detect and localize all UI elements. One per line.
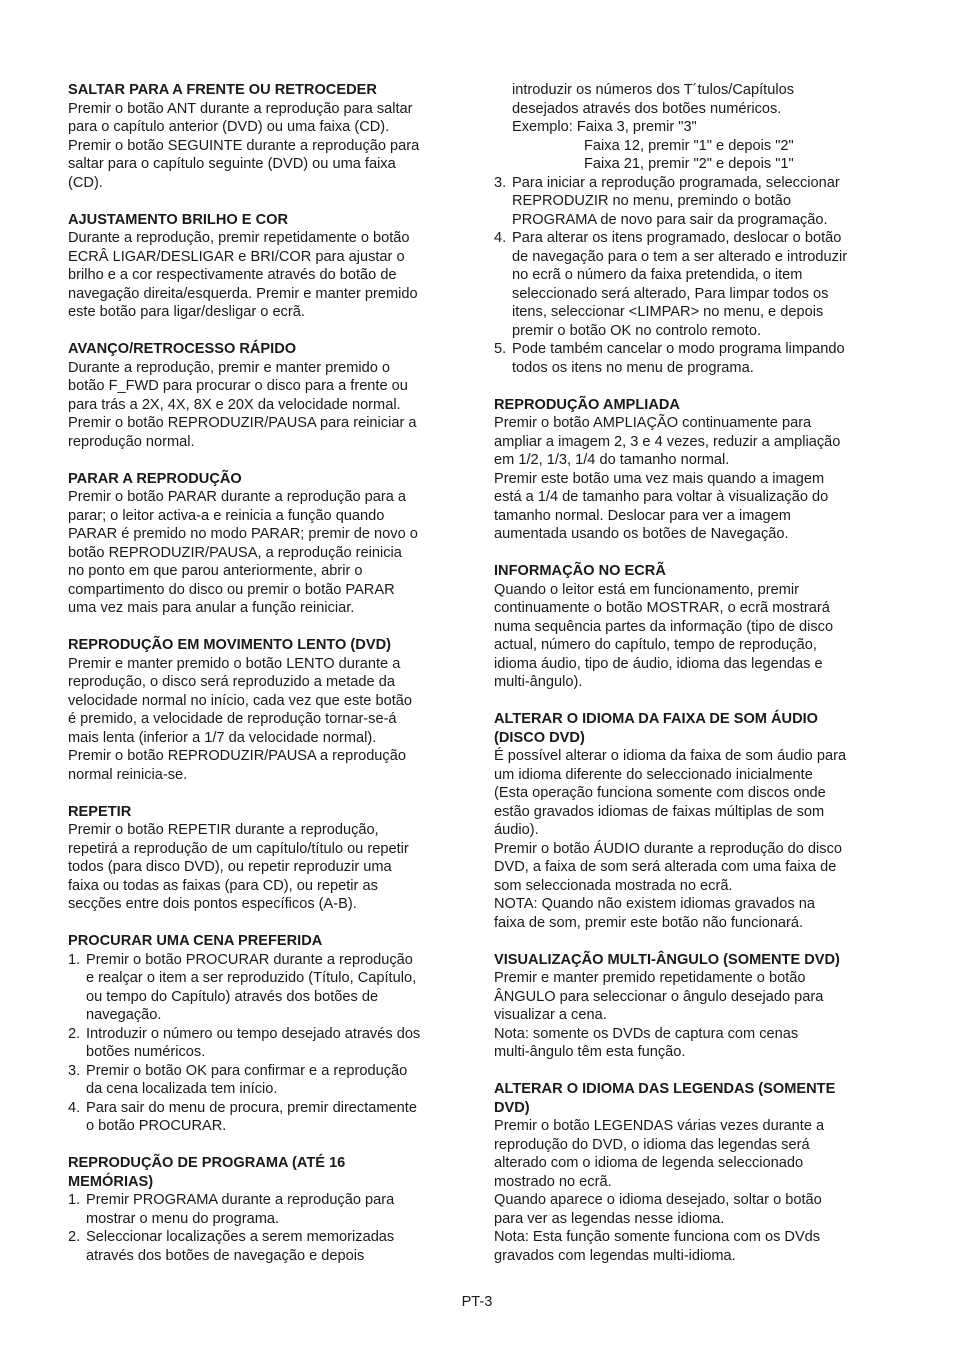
page-number: PT-3 xyxy=(461,1294,493,1310)
paragraph-line: ÂNGULO para seleccionar o ângulo desejado para xyxy=(494,988,824,1005)
list-number: 4. xyxy=(494,230,507,246)
section-skip xyxy=(68,81,460,192)
paragraph-line: ECRÂ LIGAR/DESLIGAR e BRI/COR para ajustar o xyxy=(68,248,405,265)
list-line: PROGRAMA de novo para sair da programação. xyxy=(512,211,828,228)
paragraph-line: DVD, a faixa de som será alterada com uma faixa de xyxy=(494,859,837,875)
list-item xyxy=(68,951,460,1025)
paragraph-line: aumentada usando os botões de Navegação. xyxy=(494,526,789,542)
paragraph-line: no ponto em que parou anteriormente, abrir o xyxy=(68,563,363,579)
list-number: 1. xyxy=(68,951,81,968)
list-item xyxy=(68,1025,460,1062)
section-zoom xyxy=(494,396,886,544)
list-line: REPRODUZIR no menu, premindo o botão xyxy=(512,193,792,209)
paragraph-line: faixa ou todas as faixas (para CD), ou repetir as xyxy=(68,877,378,894)
paragraph-line: Premir e manter premido repetidamente o botão xyxy=(494,970,806,986)
list-line: através dos botões de navegação e depois xyxy=(86,1247,365,1264)
section-heading: REPRODUÇÃO EM MOVIMENTO LENTO (DVD) xyxy=(68,637,391,653)
list-item xyxy=(494,229,886,340)
paragraph-line: botão REPRODUZIR/PAUSA, a reprodução reinicia xyxy=(68,544,402,561)
paragraph-line: Premir o botão REPRODUZIR/PAUSA para reiniciar a xyxy=(68,415,417,431)
section-heading: REPRODUÇÃO DE PROGRAMA (ATÉ 16 xyxy=(68,1155,346,1171)
paragraph-line: uma vez mais para anular a função reiniciar. xyxy=(68,600,355,616)
paragraph-line: áudio). xyxy=(494,822,539,838)
paragraph-line: faixa de som, premir este botão não funcionará. xyxy=(494,914,804,931)
paragraph-line: reprodução, o disco será reproduzido a metade da xyxy=(68,674,395,690)
section-fast-forward xyxy=(68,340,460,451)
list-number: 3. xyxy=(494,174,507,191)
paragraph-line: ampliar a imagem 2, 3 e 4 vezes, reduzir a ampliação xyxy=(494,433,841,450)
list-line: botões numéricos. xyxy=(86,1044,206,1060)
paragraph-line: gravados com legendas multi-idioma. xyxy=(494,1247,736,1264)
paragraph-line: compartimento do disco ou premir o botão PARAR xyxy=(68,581,395,598)
paragraph-line: idioma áudio, tipo de áudio, idioma das legendas e xyxy=(494,655,823,672)
paragraph-line: reprodução normal. xyxy=(68,433,195,450)
section-repeat xyxy=(68,803,460,914)
paragraph-line: está a 1/4 de tamanho para voltar à visualização do xyxy=(494,489,829,505)
section-multi-angle xyxy=(494,951,886,1062)
list-line: Premir o botão PROCURAR durante a reprodução xyxy=(86,951,413,968)
paragraph-line: multi-ângulo têm esta função. xyxy=(494,1044,686,1060)
paragraph-line: É possível alterar o idioma da faixa de som áudio para xyxy=(494,748,847,764)
paragraph-line: Premir o botão AMPLIAÇÃO continuamente para xyxy=(494,415,812,431)
paragraph-line: botão F_FWD para procurar o disco para a frente ou xyxy=(68,378,408,394)
paragraph-line: este botão para ligar/desligar o ecrã. xyxy=(68,304,305,320)
paragraph-line: estão gravados idiomas de faixas múltiplas de som xyxy=(494,803,825,820)
paragraph-line: mostrado no ecrã. xyxy=(494,1173,612,1190)
paragraph-line: tamanho normal. Deslocar para ver a imagem xyxy=(494,507,791,524)
paragraph-line: (Esta operação funciona somente com discos onde xyxy=(494,785,826,801)
paragraph-line: velocidade normal no início, cada vez que este botão xyxy=(68,692,412,709)
paragraph-line: Premir o botão LEGENDAS várias vezes durante a xyxy=(494,1118,825,1134)
list-line: ou tempo do Capítulo) através dos botões de xyxy=(86,988,379,1005)
list-number: 3. xyxy=(68,1062,81,1079)
list-line: premir o botão OK no controlo remoto. xyxy=(512,322,762,339)
paragraph-line: som seleccionada mostrada no ecrã. xyxy=(494,877,733,894)
paragraph-line: para o capítulo anterior (DVD) ou uma faixa (CD). xyxy=(68,119,390,135)
section-on-screen-info xyxy=(494,562,886,692)
left-column xyxy=(68,81,460,1284)
paragraph-line: alterado com o idioma de legenda seleccionado xyxy=(494,1155,804,1171)
list-number: 1. xyxy=(68,1192,81,1208)
section-search-scene xyxy=(68,932,460,1136)
list-item xyxy=(68,1099,460,1136)
paragraph-line: navegação direita/esquerda. Premir e manter premido xyxy=(68,285,418,302)
paragraph-line: Quando o leitor está em funcionamento, premir xyxy=(494,581,800,598)
example-line: Faixa 12, premir "1" e depois "2" xyxy=(584,137,794,154)
paragraph-line: para ver as legendas nesse idioma. xyxy=(494,1210,725,1227)
list-number: 5. xyxy=(494,341,507,357)
paragraph-line: Premir o botão PARAR durante a reprodução para a xyxy=(68,489,407,505)
section-heading: SALTAR PARA A FRENTE OU RETROCEDER xyxy=(68,82,377,98)
list-line: Para sair do menu de procura, premir directamente xyxy=(86,1099,417,1116)
paragraph-line: actual, número do capítulo, tempo de reprodução, xyxy=(494,637,817,653)
paragraph-line: introduzir os números dos T´tulos/Capítulos xyxy=(512,82,795,98)
list-line: da cena localizada tem início. xyxy=(86,1081,278,1097)
section-subtitle-language xyxy=(494,1080,886,1265)
paragraph-line: Quando aparece o idioma desejado, soltar o botão xyxy=(494,1192,822,1208)
list-line: no ecrã o número da faixa pretendida, o item xyxy=(512,267,803,283)
list-line: todos os itens no menu de programa. xyxy=(512,359,754,376)
right-column xyxy=(494,81,886,1284)
paragraph-line: saltar para o capítulo seguinte (DVD) ou uma faixa xyxy=(68,156,396,172)
paragraph-line: Nota: somente os DVDs de captura com cenas xyxy=(494,1025,799,1042)
example-line: Exemplo: Faixa 3, premir "3" xyxy=(512,119,697,135)
section-heading: REPETIR xyxy=(68,803,132,820)
section-heading: REPRODUÇÃO AMPLIADA xyxy=(494,396,680,413)
paragraph-line: Durante a reprodução, premir e manter premido o xyxy=(68,359,391,376)
list-item xyxy=(68,1228,460,1265)
list-line: itens, seleccionar <LIMPAR> no menu, e depois xyxy=(512,304,824,320)
paragraph-line: reprodução do DVD, o idioma das legendas será xyxy=(494,1136,810,1153)
section-audio-language xyxy=(494,710,886,932)
paragraph-line: numa sequência partes da informação (tipo de disco xyxy=(494,618,834,635)
list-line: Seleccionar localizações a serem memorizadas xyxy=(86,1229,395,1245)
section-heading: ALTERAR O IDIOMA DA FAIXA DE SOM ÁUDIO xyxy=(494,711,819,727)
paragraph-line: PARAR é premido no modo PARAR; premir de novo o xyxy=(68,526,418,542)
paragraph-line: um idioma diferente do seleccionado inicialmente xyxy=(494,766,813,783)
paragraph-line: normal reinicia-se. xyxy=(68,766,188,783)
section-heading: AVANÇO/RETROCESSO RÁPIDO xyxy=(68,341,297,357)
paragraph-line: NOTA: Quando não existem idiomas gravados na xyxy=(494,896,815,912)
paragraph-line: mais lenta (inferior a 1/7 da velocidade normal). xyxy=(68,729,377,746)
section-program-continued xyxy=(494,81,886,377)
list-line: de navegação para o tem a ser alterado e introduzir xyxy=(512,248,848,265)
paragraph-line: (CD). xyxy=(68,174,103,191)
paragraph-line: Premir o botão REPETIR durante a reprodução, xyxy=(68,822,379,838)
paragraph-line: Premir o botão ÁUDIO durante a reprodução do disco xyxy=(494,840,843,857)
list-item xyxy=(68,1191,460,1228)
list-line: e realçar o item a ser reproduzido (Título, Capítulo, xyxy=(86,970,417,986)
paragraph-line: Durante a reprodução, premir repetidamente o botão xyxy=(68,230,410,246)
list-line: Pode também cancelar o modo programa limpando xyxy=(512,341,845,357)
paragraph-line: para trás a 2X, 4X, 8X e 20X da velocidade normal. xyxy=(68,396,401,413)
section-slow-motion xyxy=(68,636,460,784)
example-line: Faixa 21, premir "2" e depois "1" xyxy=(584,156,794,172)
paragraph-line: parar; o leitor activa-a e reinicia a função quando xyxy=(68,507,385,524)
paragraph-line: em 1/2, 1/3, 1/4 do tamanho normal. xyxy=(494,452,730,468)
paragraph-line: Premir o botão ANT durante a reprodução para saltar xyxy=(68,100,413,117)
paragraph-line: é premido, a velocidade de reprodução tornar-se-á xyxy=(68,711,397,727)
list-number: 4. xyxy=(68,1099,81,1116)
list-item xyxy=(68,1062,460,1099)
paragraph-line: multi-ângulo). xyxy=(494,674,583,690)
section-heading: VISUALIZAÇÃO MULTI-ÂNGULO (SOMENTE DVD) xyxy=(494,951,840,968)
list-line: navegação. xyxy=(86,1007,162,1023)
list-line: mostrar o menu do programa. xyxy=(86,1210,280,1227)
paragraph-line: Premir o botão REPRODUZIR/PAUSA a reprodução xyxy=(68,748,406,764)
section-heading: MEMÓRIAS) xyxy=(68,1173,154,1190)
paragraph-line: todos (para disco DVD), ou repetir reproduzir uma xyxy=(68,859,392,875)
list-line: Para alterar os itens programado, deslocar o botão xyxy=(512,230,842,246)
section-program-playback xyxy=(68,1154,460,1265)
section-brightness xyxy=(68,211,460,322)
paragraph-line: Premir e manter premido o botão LENTO durante a xyxy=(68,655,401,672)
list-line: o botão PROCURAR. xyxy=(86,1118,227,1134)
paragraph-line: visualizar a cena. xyxy=(494,1007,607,1023)
list-item xyxy=(494,340,886,377)
list-line: seleccionado será alterado, Para limpar todos os xyxy=(512,285,829,302)
paragraph-line: Premir este botão uma vez mais quando a imagem xyxy=(494,470,825,487)
section-heading: PARAR A REPRODUÇÃO xyxy=(68,470,242,487)
section-heading: ALTERAR O IDIOMA DAS LEGENDAS (SOMENTE xyxy=(494,1081,836,1097)
section-heading: (DISCO DVD) xyxy=(494,729,585,746)
paragraph-line: continuamente o botão MOSTRAR, o ecrã mostrará xyxy=(494,600,830,616)
section-stop xyxy=(68,470,460,618)
section-heading: INFORMAÇÃO NO ECRÃ xyxy=(494,563,666,579)
section-heading: PROCURAR UMA CENA PREFERIDA xyxy=(68,933,323,949)
list-number: 2. xyxy=(68,1229,81,1245)
list-item xyxy=(494,174,886,230)
paragraph-line: brilho e a cor respectivamente através do botão de xyxy=(68,267,397,283)
paragraph-line: secções entre dois pontos específicos (A-B). xyxy=(68,896,357,912)
paragraph-line: desejados através dos botões numéricos. xyxy=(512,100,782,117)
list-line: Para iniciar a reprodução programada, seleccionar xyxy=(512,174,840,191)
paragraph-line: Nota: Esta função somente funciona com os DVds xyxy=(494,1229,821,1245)
list-number: 2. xyxy=(68,1025,81,1042)
section-heading: DVD) xyxy=(494,1099,530,1116)
paragraph-line: Premir o botão SEGUINTE durante a reprodução para xyxy=(68,137,420,154)
list-line: Introduzir o número ou tempo desejado através dos xyxy=(86,1025,421,1042)
paragraph-line: repetirá a reprodução de um capítulo/título ou repetir xyxy=(68,840,409,857)
list-line: Premir PROGRAMA durante a reprodução para xyxy=(86,1192,395,1208)
section-heading: AJUSTAMENTO BRILHO E COR xyxy=(68,211,288,228)
list-line: Premir o botão OK para confirmar e a reprodução xyxy=(86,1062,408,1079)
